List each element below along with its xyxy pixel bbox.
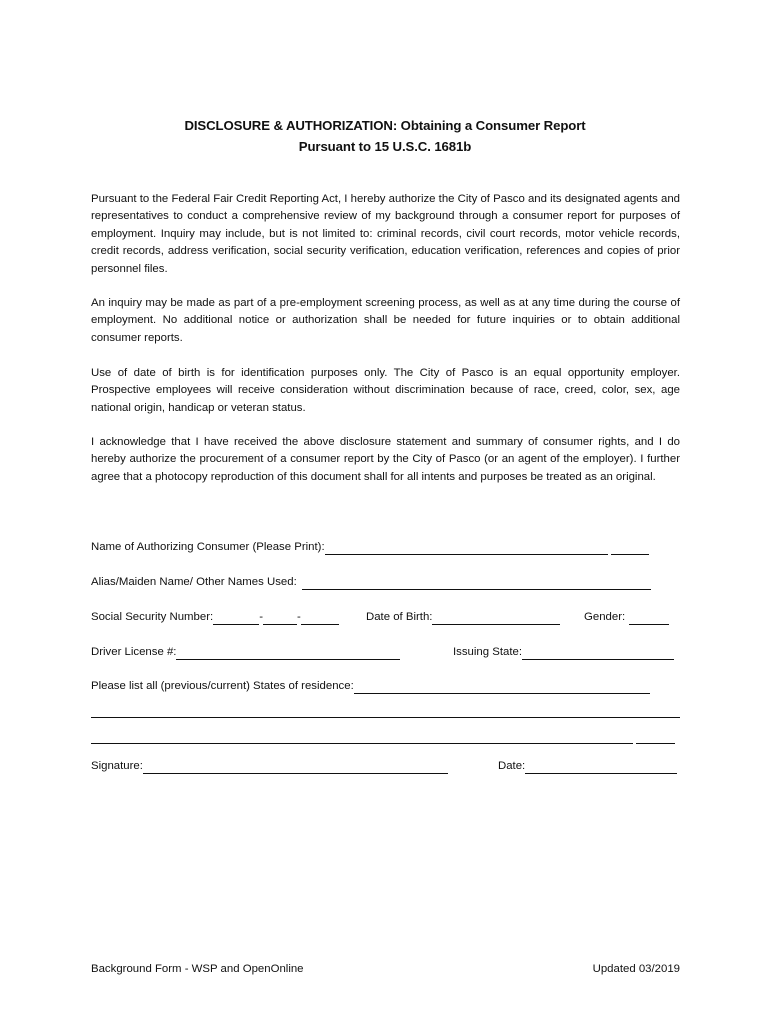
acknowledgement-paragraph: I acknowledge that I have received the above disclosure statement and summary of consumer rights, and I do hereby authorize the procurement of a consumer report by the City of Pasco (or an agent of the employer). I further agree that a photocopy reproduction of this document shall for all intents and purposes be treated as an original. bbox=[91, 436, 680, 483]
consumer-name-label: Name of Authorizing Consumer (Please Print): bbox=[91, 541, 325, 553]
states-continuation-line-2-tail[interactable] bbox=[636, 743, 675, 744]
ssn-row bbox=[91, 609, 339, 625]
document-title: DISCLOSURE & AUTHORIZATION: Obtaining a Consumer Report bbox=[184, 118, 586, 133]
states-row bbox=[91, 678, 650, 694]
document-subtitle: Pursuant to 15 U.S.C. 1681b bbox=[298, 139, 472, 154]
date-field[interactable] bbox=[525, 760, 677, 774]
consumer-name-field[interactable] bbox=[325, 541, 608, 555]
signature-label: Signature: bbox=[91, 760, 143, 772]
ssn-dash-2: - bbox=[296, 611, 301, 623]
date-of-birth-paragraph: Use of date of birth is for identification purposes only. The City of Pasco is an equal opportunity employer. Prospective employees will receive consideration without discrimination because of race, creed, color, sex, age national origin, handicap or veteran status. bbox=[91, 367, 680, 414]
inquiry-paragraph: An inquiry may be made as part of a pre-employment screening process, as well as at any time during the course of employment. No additional notice or authorization shall be needed for future inquiries or to obtain additional consumer reports. bbox=[91, 297, 680, 344]
states-label: Please list all (previous/current) States of residence: bbox=[91, 680, 354, 692]
ssn-label: Social Security Number: bbox=[91, 611, 214, 623]
footer-updated-date: Updated 03/2019 bbox=[592, 963, 680, 975]
states-continuation-line-1[interactable] bbox=[91, 717, 680, 718]
ssn-dash-1: - bbox=[259, 611, 263, 623]
alias-field[interactable] bbox=[302, 576, 651, 590]
ssn-part2-field[interactable] bbox=[263, 611, 297, 625]
authorization-paragraph: Pursuant to the Federal Fair Credit Reporting Act, I hereby authorize the City of Pasco and its designated agents and representatives to conduct a comprehensive review of my background through a consumer report for purposes of employment. Inquiry may include, but is not limited to: criminal records, civil court records, motor vehicle records, credit records, address verification, social security verification, education verification, references and copies of prior personnel files. bbox=[91, 193, 680, 275]
ssn-part1-field[interactable] bbox=[213, 611, 259, 625]
alias-label: Alias/Maiden Name/ Other Names Used: bbox=[91, 576, 297, 588]
signature-row bbox=[91, 758, 448, 774]
driver-license-field[interactable] bbox=[176, 646, 400, 660]
dob-field[interactable] bbox=[432, 611, 560, 625]
dob-label: Date of Birth: bbox=[366, 611, 433, 623]
states-field[interactable] bbox=[354, 680, 650, 694]
date-label: Date: bbox=[498, 760, 526, 772]
driver-license-label: Driver License #: bbox=[91, 646, 177, 658]
issuing-state-field[interactable] bbox=[522, 646, 674, 660]
ssn-part3-field[interactable] bbox=[301, 611, 339, 625]
issuing-state-label: Issuing State: bbox=[453, 646, 523, 658]
gender-label: Gender: bbox=[584, 611, 626, 623]
date-group bbox=[498, 758, 677, 774]
signature-field[interactable] bbox=[143, 760, 448, 774]
gender-group bbox=[584, 609, 669, 625]
gender-field[interactable] bbox=[629, 611, 669, 625]
states-continuation-line-2[interactable] bbox=[91, 743, 633, 744]
driver-license-row bbox=[91, 644, 400, 660]
consumer-name-row bbox=[91, 539, 649, 555]
footer-form-name: Background Form - WSP and OpenOnline bbox=[91, 963, 304, 975]
consumer-name-field-tail[interactable] bbox=[611, 541, 649, 555]
alias-row bbox=[91, 574, 651, 590]
dob-group bbox=[366, 609, 560, 625]
issuing-state-group bbox=[453, 644, 674, 660]
